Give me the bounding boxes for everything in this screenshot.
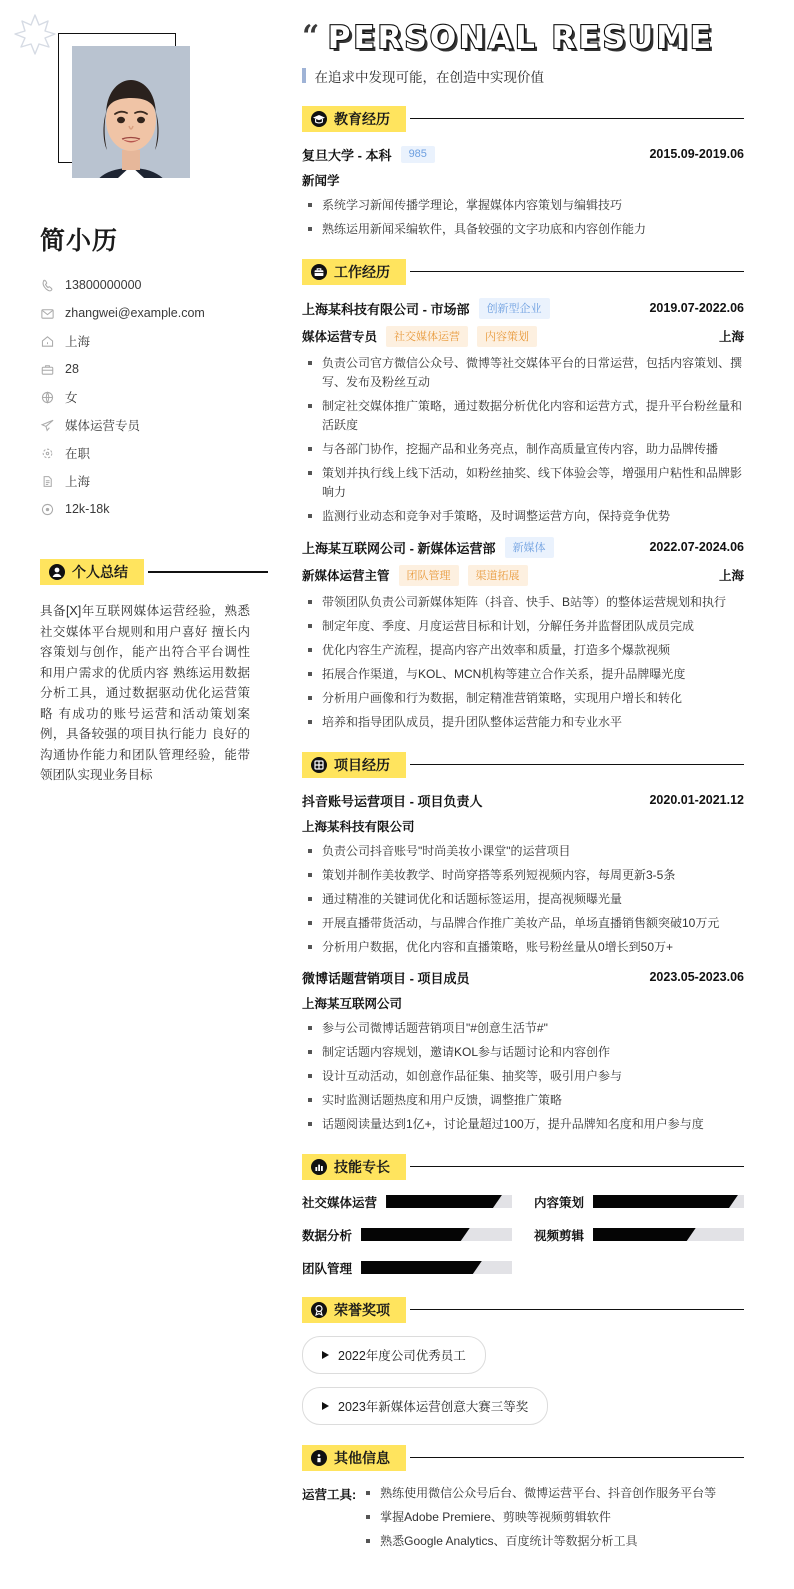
work-entry (302, 298, 744, 526)
section-pill (302, 106, 406, 132)
company-badge: 创新型企业 (479, 298, 550, 319)
section-label: 荣誉奖项 (334, 1301, 390, 1318)
list-item: 带领团队负责公司新媒体矩阵（抖音、快手、B站等）的整体运营规划和执行 (302, 593, 744, 612)
list-item: 开展直播带货活动，与品牌合作推广美妆产品，单场直播销售额突破10万元 (302, 914, 744, 933)
skill-item (534, 1226, 744, 1244)
globe-icon (40, 390, 55, 405)
contact-hometown (40, 467, 268, 495)
section-pill (302, 752, 406, 778)
section-label: 其他信息 (334, 1449, 390, 1466)
work-bullets (302, 593, 744, 732)
skill-bar (386, 1195, 512, 1208)
person-icon (49, 564, 65, 580)
page-title: 简小历 (40, 227, 119, 255)
date-range: 2023.05-2023.06 (649, 970, 744, 985)
triangle-icon (322, 1402, 329, 1410)
section-label: 项目经历 (334, 756, 390, 773)
project-entry (302, 791, 744, 957)
date-range: 2020.01-2021.12 (649, 793, 744, 808)
list-item: 制定年度、季度、月度运营目标和计划，分解任务并监督团队成员完成 (302, 617, 744, 636)
skill-bar-fill (361, 1228, 470, 1241)
list-item: 制定社交媒体推广策略，通过数据分析优化内容和运营方式，提升平台粉丝量和活跃度 (302, 397, 744, 435)
briefcase-icon (40, 362, 55, 377)
triangle-icon (322, 1351, 329, 1359)
education-bullets (302, 196, 744, 239)
section-rule (410, 271, 744, 272)
other-bullets (360, 1484, 744, 1556)
education-entry (302, 145, 744, 239)
entry-header (302, 537, 744, 558)
summary-text: 具备[X]年互联网媒体运营经验，熟悉社交媒体平台规则和用户喜好 擅长内容策划与创作，能产出符合平台调性和用户需求的优质内容 熟练运用数据分析工具，通过数据驱动优化运营策略 有成功的账号运营和活动策划案例，具备较强的项目执行能力 良好的沟通协作能力和团队管理经验，能带领团队实现业务目标 (40, 604, 250, 782)
skill-bar (361, 1261, 512, 1274)
list-item: 实时监测话题热度和用户反馈，调整推广策略 (302, 1091, 744, 1110)
section-pill (302, 259, 406, 285)
skill-tag: 内容策划 (477, 326, 537, 347)
graduation-cap-icon (311, 111, 327, 127)
project-name: 微博话题营销项目 - 项目成员 (302, 970, 470, 986)
skill-bar-fill (593, 1195, 738, 1208)
list-item: 与各部门协作，挖掘产品和业务亮点，制作高质量宣传内容，助力品牌传播 (302, 440, 744, 459)
entry-header (302, 298, 744, 319)
contact-phone (40, 271, 268, 299)
skill-label: 视频剪辑 (534, 1228, 585, 1243)
contact-email (40, 299, 268, 327)
work-bullets (302, 354, 744, 526)
list-item: 熟悉Google Analytics、百度统计等数据分析工具 (360, 1532, 744, 1551)
list-item: 熟练运用新闻采编软件，具备较强的文字功底和内容创作能力 (302, 220, 744, 239)
tagline-text: 在追求中发现可能，在创造中实现价值 (314, 69, 544, 85)
skill-label: 内容策划 (534, 1195, 585, 1210)
list-item: 通过精准的关键词优化和话题标签运用，提高视频曝光量 (302, 890, 744, 909)
major-name: 新闻学 (302, 173, 340, 188)
skill-label: 社交媒体运营 (302, 1195, 378, 1210)
skill-bar (593, 1228, 744, 1241)
summary-section-header (40, 559, 268, 585)
section-label: 个人总结 (72, 564, 128, 580)
entry-header (302, 968, 744, 987)
section-label: 技能专长 (334, 1158, 390, 1175)
contact-value: 上海 (65, 335, 91, 349)
contact-gender (40, 383, 268, 411)
award-label: 2022年度公司优秀员工 (338, 1348, 466, 1363)
skill-item (302, 1193, 512, 1211)
date-range: 2015.09-2019.06 (649, 147, 744, 162)
contact-age (40, 355, 268, 383)
skill-bar (593, 1195, 744, 1208)
section-label: 工作经历 (334, 263, 390, 280)
skill-tag: 渠道拓展 (468, 565, 528, 586)
header-block (302, 19, 744, 86)
contact-list (40, 271, 268, 523)
education-section-header (302, 106, 744, 132)
other-label: 运营工具: (302, 1487, 357, 1502)
award-item[interactable] (302, 1387, 548, 1425)
skill-bar-fill (593, 1228, 696, 1241)
project-company: 上海某科技有限公司 (302, 819, 415, 834)
section-rule (148, 571, 268, 572)
section-pill (40, 559, 144, 585)
briefcase-icon (311, 264, 327, 280)
list-item: 掌握Adobe Premiere、剪映等视频剪辑软件 (360, 1508, 744, 1527)
list-item: 熟练使用微信公众号后台、微博运营平台、抖音创作服务平台等 (360, 1484, 744, 1503)
project-bullets (302, 842, 744, 957)
location: 上海 (718, 569, 744, 584)
contact-value: 上海 (65, 475, 91, 489)
work-section-header (302, 259, 744, 285)
contact-value: 12k-18k (65, 502, 110, 516)
contact-city (40, 327, 268, 355)
awards-section-header (302, 1297, 744, 1323)
phone-icon (40, 278, 55, 293)
skill-item (534, 1193, 744, 1211)
contact-position (40, 411, 268, 439)
awards-list (302, 1336, 744, 1425)
list-item: 制定话题内容规划，邀请KOL参与话题讨论和内容创作 (302, 1043, 744, 1062)
chart-icon (311, 1159, 327, 1175)
tagline-bar (302, 68, 306, 83)
document-icon (40, 474, 55, 489)
skill-grid (302, 1193, 744, 1277)
other-section-header (302, 1445, 744, 1471)
section-rule (410, 1309, 744, 1310)
entry-subheader (302, 565, 744, 586)
project-company: 上海某互联网公司 (302, 996, 403, 1011)
avatar (72, 46, 190, 178)
envelope-icon (40, 306, 55, 321)
target-icon (40, 502, 55, 517)
project-name: 抖音账号运营项目 - 项目负责人 (302, 793, 483, 809)
projects-section-header (302, 752, 744, 778)
list-item: 监测行业动态和竞争对手策略，及时调整运营方向，保持竞争优势 (302, 507, 744, 526)
company-name: 上海某科技有限公司 - 市场部 (302, 301, 470, 317)
section-rule (410, 764, 744, 765)
role-title: 新媒体运营主管 (302, 569, 390, 584)
list-item: 参与公司微博话题营销项目"#创意生活节#" (302, 1019, 744, 1038)
entry-header (302, 791, 744, 810)
skill-item (302, 1259, 512, 1277)
skill-bar-fill (386, 1195, 502, 1208)
list-item: 话题阅读量达到1亿+，讨论量超过100万，提升品牌知名度和用户参与度 (302, 1115, 744, 1134)
section-projects (302, 752, 744, 1134)
skills-section-header (302, 1154, 744, 1180)
list-item: 系统学习新闻传播学理论，掌握媒体内容策划与编辑技巧 (302, 196, 744, 215)
award-item[interactable] (302, 1336, 486, 1374)
resume-title: PERSONAL RESUME (327, 20, 715, 56)
info-icon (311, 1450, 327, 1466)
section-label: 教育经历 (334, 110, 390, 127)
list-item: 分析用户数据，优化内容和直播策略，账号粉丝量从0增长到50万+ (302, 938, 744, 957)
date-range: 2022.07-2024.06 (649, 540, 744, 555)
list-item: 策划并制作美妆教学、时尚穿搭等系列短视频内容，每周更新3-5条 (302, 866, 744, 885)
entry-header (302, 145, 744, 164)
section-pill (302, 1154, 406, 1180)
list-item: 分析用户画像和行为数据，制定精准营销策略，实现用户增长和转化 (302, 689, 744, 708)
contact-value: 在职 (65, 447, 91, 461)
home-icon (40, 334, 55, 349)
section-rule (410, 1166, 744, 1167)
skill-bar (361, 1228, 512, 1241)
list-item: 策划并执行线上线下活动，如粉丝抽奖、线下体验会等，增强用户粘性和品牌影响力 (302, 464, 744, 502)
contact-value: 28 (65, 362, 79, 376)
work-entry (302, 537, 744, 732)
contact-value: 13800000000 (65, 278, 142, 292)
skill-label: 数据分析 (302, 1228, 353, 1243)
list-item: 拓展合作渠道，与KOL、MCN机构等建立合作关系，提升品牌曝光度 (302, 665, 744, 684)
section-awards (302, 1297, 744, 1425)
list-item: 培养和指导团队成员，提升团队整体运营能力和专业水平 (302, 713, 744, 732)
other-info-row (302, 1484, 744, 1556)
role-title: 媒体运营专员 (302, 330, 378, 345)
location: 上海 (718, 330, 744, 345)
project-bullets (302, 1019, 744, 1134)
company-badge: 新媒体 (505, 537, 554, 558)
company-name: 上海某互联网公司 - 新媒体运营部 (302, 540, 496, 556)
section-pill (302, 1445, 406, 1471)
entry-subheader (302, 326, 744, 347)
award-label: 2023年新媒体运营创意大赛三等奖 (338, 1399, 529, 1414)
list-item: 负责公司官方微信公众号、微博等社交媒体平台的日常运营，包括内容策划、撰写、发布及粉丝互动 (302, 354, 744, 392)
section-other (302, 1445, 744, 1556)
main-content (290, 0, 794, 1589)
list-item: 优化内容生产流程，提高内容产出效率和质量，打造多个爆款视频 (302, 641, 744, 660)
section-pill (302, 1297, 406, 1323)
award-icon (311, 1302, 327, 1318)
school-name: 复旦大学 - 本科 (302, 147, 392, 163)
sidebar (0, 0, 290, 1589)
photo-block (40, 18, 215, 193)
skill-tag: 团队管理 (399, 565, 459, 586)
quote-icon: “ (302, 19, 320, 54)
list-item: 负责公司抖音账号"时尚美妆小课堂"的运营项目 (302, 842, 744, 861)
contact-status (40, 439, 268, 467)
project-entry (302, 968, 744, 1134)
skill-bar-fill (361, 1261, 482, 1274)
list-item: 设计互动活动，如创意作品征集、抽奖等，吸引用户参与 (302, 1067, 744, 1086)
skill-tag: 社交媒体运营 (386, 326, 468, 347)
star-burst-icon (12, 12, 58, 58)
section-skills (302, 1154, 744, 1277)
tagline (302, 66, 744, 86)
project-icon (311, 757, 327, 773)
contact-value: 女 (65, 391, 78, 405)
contact-value: zhangwei@example.com (65, 306, 205, 320)
date-range: 2019.07-2022.06 (649, 301, 744, 316)
skill-item (302, 1226, 512, 1244)
section-rule (410, 1457, 744, 1458)
skill-label: 团队管理 (302, 1261, 353, 1276)
section-work (302, 259, 744, 732)
section-rule (410, 118, 744, 119)
contact-salary (40, 495, 268, 523)
contact-value: 媒体运营专员 (65, 419, 141, 433)
status-badge: 985 (401, 146, 435, 163)
status-icon (40, 446, 55, 461)
paper-plane-icon (40, 418, 55, 433)
section-education (302, 106, 744, 239)
